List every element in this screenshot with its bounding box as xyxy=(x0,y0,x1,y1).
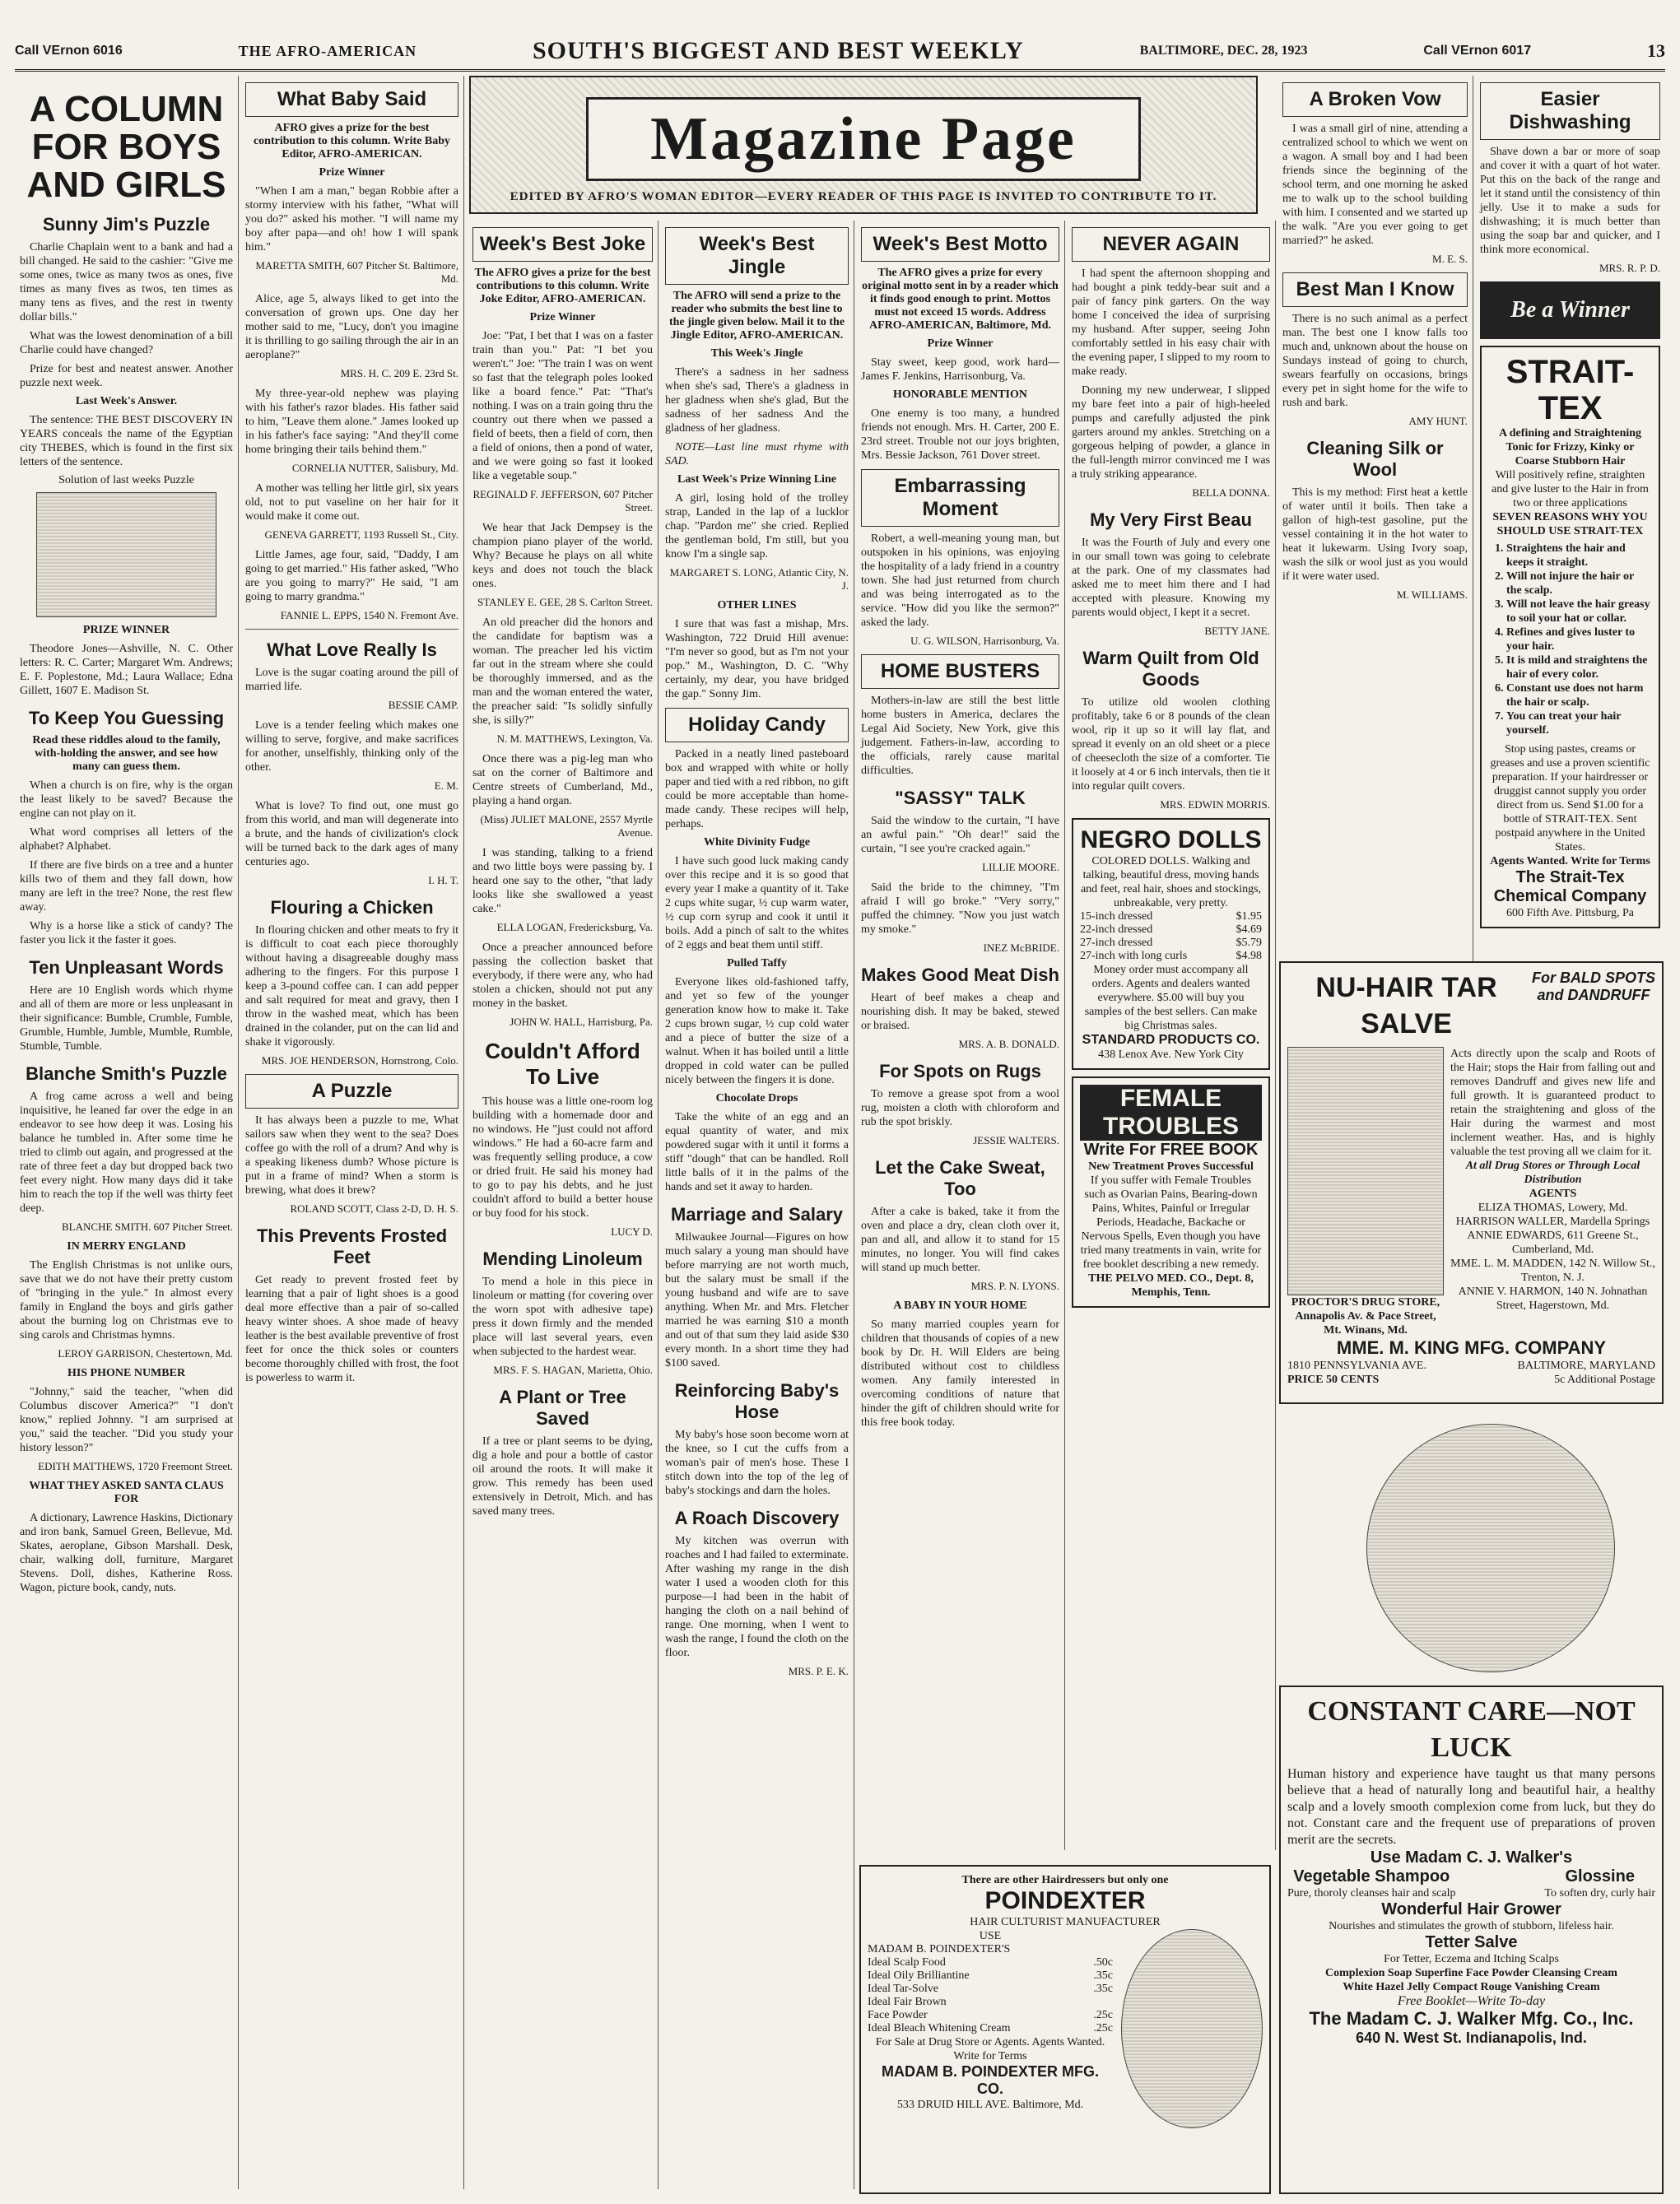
article-subheading: This Week's Jingle xyxy=(710,347,803,360)
article-text: If a tree or plant seems to be dying, dig a hole and pour a bottle of castor oil around the roots. It will make it grow. This remedy has been used extensively in Detroit, Mich. and has saved many trees. xyxy=(472,1435,653,1518)
article-signature: M. E. S. xyxy=(1432,253,1468,265)
article-text: One enemy is too many, a hundred friends not enough. Mrs. H. Carter, 200 E. 23rd street. Trouble not our joys brighten, Mrs. Bessie Jackson, 761 Dover street. xyxy=(861,407,1059,462)
price-row xyxy=(868,1996,1113,2009)
reason-item: 7. You can treat your hair yourself. xyxy=(1506,709,1652,737)
article-heading: "SASSY" TALK xyxy=(895,788,1026,808)
price-value: .50c xyxy=(1093,1956,1113,1969)
ad-store: PROCTOR'S DRUG STORE, Annapolis Av. & Pace Street, Mt. Winans, Md. xyxy=(1291,1296,1440,1337)
ad-heading: CONSTANT CARE—NOT LUCK xyxy=(1307,1696,1636,1763)
article-signature: FANNIE L. EPPS, 1540 N. Fremont Ave. xyxy=(280,609,458,621)
column-easier-dishwashing xyxy=(1475,76,1665,945)
article-text: Donning my new underwear, I slipped my bare feet into a pair of high-heeled pumps and carefully adjusted the pink garters around my ankles. Stretching on a gorgeous helping of powder, a glance in the full-length mirror convinced me I was a truly striking appearance. xyxy=(1072,384,1270,481)
article-text: What is love? To find out, one must go from this world, and man will degenerate into a brute, and the hands of civilization's clock will be turned back to the dark ages of many centuries ago. xyxy=(245,800,458,868)
price-row xyxy=(868,2022,1113,2035)
article-intro: The AFRO gives a prize for every original motto sent in by a reader which it finds good enough to print. Mottos must not exceed 15 words. Address AFRO-AMERICAN, Baltimore, Md. xyxy=(862,267,1059,332)
article-intro: The AFRO will send a prize to the reader who submits the best line to the jingle given below. Mail it to the Jingle Editor, AFRO-AMERICAN. xyxy=(668,290,845,342)
article-heading: Marriage and Salary xyxy=(670,1204,844,1225)
article-signature: EDITH MATTHEWS, 1720 Freemont Street. xyxy=(38,1460,233,1472)
price-row xyxy=(868,1956,1113,1969)
article-signature: MRS. JOE HENDERSON, Hornstrong, Colo. xyxy=(261,1054,458,1067)
ad-text: Will positively refine, straighten and give luster to the Hair in from two or three applications xyxy=(1492,469,1649,509)
ad-product: Vegetable Shampoo xyxy=(1293,1867,1450,1885)
agent-entry: ANNIE EDWARDS, 611 Greene St., Cumberland, Md. xyxy=(1467,1230,1639,1256)
article-text: Theodore Jones—Ashville, N. C. Other letters: R. C. Carter; Margaret Wm. Andrews; E. F. Poplestone, Md.; Laura Wallace; Edna Gillett, 1607 E. Madison St. xyxy=(20,643,233,697)
article-text: I was standing, talking to a friend and two little boys were passing by. I heard one say to the other, "that lady looks like she swallowed a yeast cake." xyxy=(472,847,653,915)
article-text: An old preacher did the honors and the candidate for baptism was a woman. The preacher led his victim far out in the stream where she could be thoroughly immersed, and as the man and the woman entered the water, the preacher said: "Is solidly sinfully she, is silly?" xyxy=(472,616,653,727)
price-item: Ideal Scalp Food xyxy=(868,1956,946,1969)
article-subheading: Prize Winner xyxy=(319,166,385,179)
masthead-date: BALTIMORE, DEC. 28, 1923 xyxy=(1139,44,1308,58)
article-subheading: Prize Winner xyxy=(529,311,596,323)
ad-text: Money order must accompany all orders. Agents and dealers wanted everywhere. $5.00 will buy you samples of the best sellers. Can make big Christmas sales. xyxy=(1084,964,1258,1032)
article-heading: A Roach Discovery xyxy=(674,1508,840,1528)
ad-product: Tetter Salve xyxy=(1425,1933,1518,1951)
column-baby-said xyxy=(240,76,464,2189)
price-item: Ideal Tar-Solve xyxy=(868,1983,938,1995)
ad-company: STANDARD PRODUCTS CO. xyxy=(1082,1033,1260,1047)
article-text: Heart of beef makes a cheap and nourishing dish. It may be baked, stewed or braised. xyxy=(861,992,1059,1032)
price-value: .25c xyxy=(1093,2022,1113,2034)
agent-entry: MME. L. M. MADDEN, 142 N. Willow St., Trenton, N. J. xyxy=(1450,1258,1655,1284)
article-heading: NEVER AGAIN xyxy=(1072,227,1270,262)
column-best-motto xyxy=(856,221,1065,1850)
article-heading: Warm Quilt from Old Goods xyxy=(1082,648,1259,690)
price-item: MADAM B. POINDEXTER'S xyxy=(868,1943,1011,1955)
price-item: Ideal Oily Brilliantine xyxy=(868,1969,970,1982)
article-signature: (Miss) JULIET MALONE, 2557 Myrtle Avenue. xyxy=(480,813,653,839)
poindexter-ad xyxy=(859,1865,1271,2194)
ad-subheading: HAIR CULTURIST MANUFACTURER xyxy=(970,1916,1161,1928)
reason-item: 1. Straightens the hair and keeps it straight. xyxy=(1506,542,1652,570)
female-troubles-ad xyxy=(1072,1076,1270,1308)
article-text: Mothers-in-law are still the best little home busters in America, declares the Legal Aid Society, New York, give this judgement. Fathers-in-law, according to the officials, rarely cause marital difficulties. xyxy=(861,695,1059,777)
price-item: 27-inch dressed xyxy=(1080,937,1153,949)
article-text: Love is the sugar coating around the pill of married life. xyxy=(245,667,458,693)
article-heading: Cleaning Silk or Wool xyxy=(1306,438,1444,480)
article-subheading: A BABY IN YOUR HOME xyxy=(893,1300,1027,1312)
masthead-paper-name: THE AFRO-AMERICAN xyxy=(238,42,417,59)
article-signature: BELLA DONNA. xyxy=(1192,486,1270,499)
article-text: "Johnny," said the teacher, "when did Columbus discover America?" "I don't know," replied Johnny. "I am surprised at you," said the teacher. "Did you study your history lesson?" xyxy=(20,1386,233,1454)
article-heading: A Broken Vow xyxy=(1282,82,1468,117)
ad-company: The Madam C. J. Walker Mfg. Co., Inc. xyxy=(1309,2008,1634,2029)
price-item: 22-inch dressed xyxy=(1080,923,1153,936)
ad-subheading: A defining and Straightening Tonic for Frizzy, Kinky or Coarse Stubborn Hair xyxy=(1498,427,1642,467)
article-text: If there are five birds on a tree and a hunter kills two of them and they fall down, how many are left in the tree? None, the rest flew away. xyxy=(20,859,233,914)
article-signature: MRS. R. P. D. xyxy=(1599,262,1660,274)
masthead-phone-right: Call VErnon 6017 xyxy=(1423,44,1532,58)
article-heading: Couldn't Afford To Live xyxy=(485,1039,640,1089)
ad-address: 640 N. West St. Indianapolis, Ind. xyxy=(1356,2030,1587,2046)
magazine-page-banner xyxy=(469,76,1258,214)
article-text: This house was a little one-room log building with a homemade door and no windows. He "just could not afford windows." He had a 60-acre farm and was frequently selling produce, a cow or dried fruit. He said his money had to go to pay his debts, and he just couldn't afford to build a better house or buy food for his stock. xyxy=(472,1095,653,1220)
ad-product: Glossine xyxy=(1565,1867,1635,1885)
article-text: Love is a tender feeling which makes one willing to serve, forgive, and make sacrifices for another, unselfishly, thinking only of the other. xyxy=(245,719,458,774)
article-text: My kitchen was overrun with roaches and I had failed to exterminate. After washing my range in the dish water I used a wooden cloth for this purpose—I had been in the habit of hanging the cloth on a nail behind of range. One morning, when I went to wash the range, I found the cloth on the floor. xyxy=(665,1535,849,1659)
article-subheading: Pulled Taffy xyxy=(727,957,787,969)
article-heading: What Baby Said xyxy=(245,82,458,117)
article-text: A frog came across a well and being inquisitive, he leaned far over the edge in an endeavor to see how deep it was. Losing his balance he tumbled in. After some time he tried to climb out again, and progressed at the rate of three feet a day but dropped back two feet every night. How many days did it take him to reach the top if the well was thirty feet deep. xyxy=(20,1090,233,1215)
price-item: 27-inch with long curls xyxy=(1080,950,1188,962)
article-text: To remove a grease spot from a wool rug, moisten a cloth with chloroform and rub the spot briskly. xyxy=(861,1088,1059,1128)
article-text: I sure that was fast a mishap, Mrs. Washington, 722 Druid Hill avenue: "I'm never so good, but as I'm not your pop." M., Washington, D. C. "Why certainly, my dear, you have bridged the gap." Sonny Jim. xyxy=(665,618,849,700)
article-subheading: PRIZE WINNER xyxy=(82,624,170,636)
column-title: A COLUMN FOR BOYS AND GIRLS xyxy=(26,89,226,205)
article-signature: BLANCHE SMITH. 607 Pitcher Street. xyxy=(62,1221,233,1233)
article-text: There is no such animal as a perfect man. The best one I know falls too much and, unknown about the house on Sundays instead of going to church, swears fearfully on occasions, brings every pet in sight home for the wife to rush and bark. xyxy=(1282,313,1468,409)
article-text: I had spent the afternoon shopping and had bought a pink teddy-bear suit and a pair of fancy pink garters. On the way home I conceived the idea of surprising my husband. After supper, seeing John comfortably settled in his easy chair with the evening paper, I slipped to my room to make ready. xyxy=(1072,267,1270,378)
article-heading: Sunny Jim's Puzzle xyxy=(42,214,211,235)
article-subheading: Chocolate Drops xyxy=(715,1092,798,1104)
ad-text: For Sale at Drug Store or Agents. Agents Wanted. Write for Terms xyxy=(875,2036,1105,2062)
ad-company: MADAM B. POINDEXTER MFG. CO. xyxy=(882,2063,1099,2097)
article-text: A dictionary, Lawrence Haskins, Dictionary and iron bank, Samuel Green, Bellevue, Md. Skates, aeroplane, Gibson Marshall. Desk, chair, walking doll, furniture, Margaret Stevens. Doll, dishes, Katherine Ross. Wagon, picture book, candy, nuts. xyxy=(20,1512,233,1594)
article-heading: To Keep You Guessing xyxy=(28,708,225,728)
article-text: Charlie Chaplain went to a bank and had a bill changed. He said to the cashier: "Give me some ones, twice as many twos as ones, five times as many fives as twos, ten times as many tens as fives, and the rest in twenty dollar bills." xyxy=(20,241,233,323)
poindexter-product-list xyxy=(868,1943,1113,2035)
price-row xyxy=(1080,950,1262,963)
article-text: Once there was a pig-leg man who sat on the corner of Baltimore and Centre streets of Cumberland, Md., playing a hand organ. xyxy=(472,753,653,807)
article-text: A girl, losing hold of the trolley strap, Landed in the lap of a lucklor chap. "Pardon me" she cried. Replied the gentleman bold, I'm still, but you know I'm a single sap. xyxy=(665,492,849,560)
price-item: Face Powder xyxy=(868,2009,928,2021)
ad-subheading: Write For FREE BOOK xyxy=(1083,1141,1259,1159)
article-signature: AMY HUNT. xyxy=(1408,415,1468,427)
ad-subheading: New Treatment Proves Successful xyxy=(1088,1160,1254,1173)
article-heading: Blanche Smith's Puzzle xyxy=(26,1063,227,1084)
ad-address: 533 DRUID HILL AVE. Baltimore, Md. xyxy=(896,2099,1084,2111)
article-heading: Let the Cake Sweat, Too xyxy=(875,1157,1045,1199)
article-subheading: IN MERRY ENGLAND xyxy=(67,1240,186,1253)
article-signature: CORNELIA NUTTER, Salisbury, Md. xyxy=(291,462,458,474)
article-signature: GENEVA GARRETT, 1193 Russell St., City. xyxy=(264,528,458,541)
nu-hair-agents xyxy=(1450,1201,1655,1313)
article-text: Said the window to the curtain, "I have an awful pain." "Oh dear!" said the curtain, "I see you're cracked again." xyxy=(861,815,1059,855)
article-text: When a church is on fire, why is the organ the least likely to be saved? Because the engine can not play on it. xyxy=(20,779,233,820)
article-signature: JOHN W. HALL, Harrisburg, Pa. xyxy=(510,1016,653,1028)
article-text: The sentence: THE BEST DISCOVERY IN YEARS conceals the name of the Egyptian city THEBES, which is found in the first six letters of the sentence. xyxy=(20,414,233,468)
article-text: Joe: "Pat, I bet that I was on a faster train than you." Pat: "I bet you weren't." Joe: "The train I was on went so fast that the telegraph poles looked like a board fence." Pat: "That's nothing. I was on a train going thru the country out there when we passed a field of beets, then a field of corn, then a field of onions, then a pond of water, and we were going so fast it looked like a vegetable soup." xyxy=(472,330,653,482)
price-row xyxy=(868,2009,1113,2022)
article-text: Stay sweet, keep good, work hard—James F. Jenkins, Harrisonburg, Va. xyxy=(861,356,1059,383)
nu-hair-portrait xyxy=(1287,1047,1444,1295)
article-heading: Flouring a Chicken xyxy=(270,897,434,918)
puzzle-solution-diagram xyxy=(36,492,216,617)
article-text: After a cake is baked, take it from the oven and place a dry, clean cloth over it, pan and all, and allow it to stand for 15 minutes, no longer. You will find cakes will stand up much better. xyxy=(861,1206,1059,1274)
nu-hair-ad xyxy=(1279,961,1664,1404)
price-value: .35c xyxy=(1093,1969,1113,1982)
dolls-price-list xyxy=(1080,910,1262,963)
article-signature: MRS. EDWIN MORRIS. xyxy=(1160,798,1270,811)
article-signature: INEZ McBRIDE. xyxy=(983,942,1059,954)
article-signature: MRS. P. E. K. xyxy=(788,1665,849,1677)
ad-subheading: For BALD SPOTS and DANDRUFF xyxy=(1532,969,1656,1003)
price-item: Ideal Bleach Whitening Cream xyxy=(868,2022,1011,2034)
walker-ad xyxy=(1279,1686,1664,2194)
article-signature: M. WILLIAMS. xyxy=(1396,588,1468,601)
banner-title: Magazine Page xyxy=(586,97,1141,181)
article-text: Little James, age four, said, "Daddy, I am going to get married." His father asked, "Who are you going to marry?" He said, "I am going to marry grandma." xyxy=(245,549,458,603)
article-text: It has always been a puzzle to me, What sailors saw when they went to the sea? Does coffee go with the roll of a drum? And why is a speaking likeness dumb? Whose picture is put in a frame of mind? When a storm is brewing, what does it brew? xyxy=(245,1114,458,1197)
article-subheading: White Divinity Fudge xyxy=(703,836,811,849)
ad-booklet: Free Booklet—Write To-day xyxy=(1397,1994,1546,2008)
article-text: "When I am a man," began Robbie after a stormy interview with his father, "What will you do?" asked his mother. "I will name my boy after papa—and oh! how I will spank him." xyxy=(245,185,458,253)
ad-brand: POINDEXTER xyxy=(984,1887,1146,1914)
ad-heading: NEGRO DOLLS xyxy=(1080,826,1262,853)
column-best-jingle xyxy=(660,221,854,2189)
reason-item: 3. Will not leave the hair greasy to soil your hat or collar. xyxy=(1506,597,1652,625)
price-value: .35c xyxy=(1093,1983,1113,1995)
article-signature: MARGARET S. LONG, Atlantic City, N. J. xyxy=(669,566,849,592)
article-text: Shave down a bar or more of soap and cover it with a quart of hot water. Put this on the back of the range and let it stand until the consistency of thin jelly. Use it to make a suds for dishwashing; it is much better than using the soap bar and quicker, and I think more economical. xyxy=(1480,146,1660,256)
ad-products: Complexion Soap Superfine Face Powder Cleansing Cream xyxy=(1325,1967,1617,1979)
ad-text: Agents Wanted. Write for Terms xyxy=(1490,855,1650,867)
article-subheading: WHAT THEY ASKED SANTA CLAUS FOR xyxy=(29,1480,224,1505)
article-heading: A Puzzle xyxy=(245,1074,458,1109)
article-text: My three-year-old nephew was playing with his father's razor blades. His father said to him, "Leave them alone." James looked up in his father's face saying: "And they'll come home bringing their tails behind them." xyxy=(245,388,458,456)
article-text: Once a preacher announced before passing the collection basket that everybody, if there were any, who had stolen a chicken, should not put any money in the basket. xyxy=(472,942,653,1010)
article-heading: Ten Unpleasant Words xyxy=(29,957,224,978)
ad-product-desc: Nourishes and stimulates the growth of stubborn, lifeless hair. xyxy=(1329,1920,1614,1932)
article-signature: ELLA LOGAN, Fredericksburg, Va. xyxy=(496,921,653,933)
negro-dolls-ad xyxy=(1072,818,1270,1070)
article-text: Alice, age 5, always liked to get into the conversation of grown ups. One day her mother said to me, "Lucy, don't you imagine it is thrilling to go sailing through the air in an aeroplane?" xyxy=(245,293,458,361)
ad-postage: 5c Additional Postage xyxy=(1554,1374,1655,1386)
article-signature: MARETTA SMITH, 607 Pitcher St. Baltimore, Md. xyxy=(255,259,458,285)
ad-heading: There are other Hairdressers but only one xyxy=(961,1874,1169,1886)
ad-company: MME. M. KING MFG. COMPANY xyxy=(1336,1337,1607,1358)
article-heading: What Love Really Is xyxy=(267,639,437,660)
article-subheading: Last Week's Prize Winning Line xyxy=(677,473,836,486)
article-subheading: Last Week's Answer. xyxy=(75,395,178,407)
article-signature: STANLEY E. GEE, 28 S. Carlton Street. xyxy=(477,596,653,608)
price-row xyxy=(868,1943,1113,1956)
price-row xyxy=(868,1969,1113,1983)
ad-product-desc: To soften dry, curly hair xyxy=(1544,1887,1655,1899)
divider xyxy=(245,629,458,630)
article-signature: BETTY JANE. xyxy=(1204,625,1270,637)
ad-subheading: USE xyxy=(979,1930,1002,1942)
price-row xyxy=(868,1983,1113,1996)
article-text: Here are 10 English words which rhyme and all of them are more or less unpleasant in their significance: Bumble, Crumble, Fumble, Grumble, Humble, Jumble, Mumble, Rumble, Stumble, Tumble. xyxy=(20,984,233,1053)
price-value: .25c xyxy=(1093,2009,1113,2021)
article-text: There's a sadness in her sadness when she's sad, There's a gladness in her gladness when she's glad, But the sadness of her sadness And the gladness of her gladness. xyxy=(665,366,849,435)
article-text: Take the white of an egg and an equal quantity of water, and mix powdered sugar with it until it forms a stiff "dough" that can be handled. Roll little balls of it in the palms of the hands and set it away to harden. xyxy=(665,1111,849,1193)
page-number: 13 xyxy=(1646,40,1665,61)
agent-entry: ELIZA THOMAS, Lowery, Md. xyxy=(1478,1202,1628,1214)
article-text: My baby's hose soon become worn at the knee, so I cut the cuffs from a woman's pair of men's hose. These I stitch down into the top of the leg of baby's stockings and darn the holes. xyxy=(665,1429,849,1497)
ad-heading: FEMALE TROUBLES xyxy=(1080,1085,1262,1141)
reason-item: 4. Refines and gives luster to your hair. xyxy=(1506,625,1652,653)
masthead-slogan: SOUTH'S BIGGEST AND BEST WEEKLY xyxy=(532,37,1024,64)
masthead xyxy=(15,33,1665,72)
price-item: 15-inch dressed xyxy=(1080,910,1153,923)
article-text: This is my method: First heat a kettle of water until it boils. Then take a gallon of high-test gasoline, put the vessel containing it in the hot water to heat it lukewarm. Using Ivory soap, wash the silk or wool just as you would if it were water used. xyxy=(1282,486,1468,583)
article-signature: MRS. A. B. DONALD. xyxy=(958,1038,1059,1050)
article-heading: My Very First Beau xyxy=(1090,509,1252,530)
ad-subheading: AGENTS xyxy=(1529,1188,1577,1200)
article-text: Prize for best and neatest answer. Another puzzle next week. xyxy=(20,363,233,389)
be-a-winner-ad: Be a Winner xyxy=(1480,281,1660,339)
masthead-phone-left: Call VErnon 6016 xyxy=(15,44,123,58)
ad-products: White Hazel Jelly Compact Rouge Vanishing Cream xyxy=(1343,1981,1600,1993)
price-row xyxy=(1080,910,1262,923)
article-text: Said the bride to the chimney, "I'm afraid I will go broke." "Very sorry," puffed the chimney. "Now you just watch my smoke." xyxy=(861,881,1059,936)
poindexter-portrait xyxy=(1121,1929,1263,2128)
ad-address: 600 Fifth Ave. Pittsburg, Pa xyxy=(1505,907,1635,919)
ad-product-desc: For Tetter, Eczema and Itching Scalps xyxy=(1384,1953,1559,1965)
ad-company: The Strait-Tex Chemical Company xyxy=(1493,868,1647,905)
ad-subheading: Use Madam C. J. Walker's xyxy=(1370,1848,1573,1867)
article-signature: U. G. WILSON, Harrisonburg, Va. xyxy=(910,635,1059,647)
article-signature: MRS. F. S. HAGAN, Marietta, Ohio. xyxy=(493,1364,653,1376)
ad-text: If you suffer with Female Troubles such as Ovarian Pains, Bearing-down Pains, Whites, Painful or Irregular Periods, Headache, Backache or Nervous Spells, Even though you have tried many treatments in vain, write for free booklet describing a new remedy. xyxy=(1080,1174,1262,1271)
article-text: To utilize old woolen clothing profitably, take 6 or 8 pounds of the clean wool, rip it up so it will lay flat, and spread it evenly on an old sheet or a piece of cheesecloth the size of a comforter. Tie it loosely at 4 or 6 inch intervals, then tie it into regular quilt covers. xyxy=(1072,696,1270,793)
article-subheading: OTHER LINES xyxy=(717,599,797,611)
article-heading: HOME BUSTERS xyxy=(861,654,1059,689)
article-signature: E. M. xyxy=(434,779,458,792)
article-text: NOTE—Last line must rhyme with SAD. xyxy=(665,441,849,467)
column-boys-and-girls xyxy=(15,76,239,2189)
article-text: Packed in a neatly lined pasteboard box and wrapped with white or holly paper and tied with a red ribbon, no gift could be more acceptable than home-made candy. These recipes will help, perhaps. xyxy=(665,748,849,830)
article-text: To mend a hole in this piece in linoleum or matting (for covering over the worn spot with adhesive tape) press it down firmly and the mended place will last several years, even when subjected to the hardest wear. xyxy=(472,1276,653,1358)
article-signature: BESSIE CAMP. xyxy=(388,699,458,711)
article-text: So many married couples yearn for children that thousands of copies of a new book by Dr. H. Will Elders are being distributed without cost to childless women. Any family interested in overcoming conditions of nature that hinder the gift of children should write for this free book today. xyxy=(861,1318,1059,1429)
price-row xyxy=(1080,923,1262,937)
article-intro: Read these riddles aloud to the family, with-holding the answer, and see how many can guess them. xyxy=(32,734,221,773)
article-text: What was the lowest denomination of a bill Charlie could have changed? xyxy=(20,330,233,356)
walker-portrait xyxy=(1366,1424,1615,1672)
ad-company: THE PELVO MED. CO., Dept. 8, Memphis, Tenn. xyxy=(1088,1272,1254,1299)
article-text: I was a small girl of nine, attending a centralized school to which we went on a wagon. A small boy and I had been friends since the beginning of the school term, and one morning he asked me to walk up to the school building with him. I consented and we started up the walk. "Are you ever going to get married?" he asked. xyxy=(1282,123,1468,247)
ad-price: PRICE 50 CENTS xyxy=(1287,1374,1380,1386)
article-subheading: HONORABLE MENTION xyxy=(893,388,1027,401)
ad-subheading: SEVEN REASONS WHY YOU SHOULD USE STRAIT-TEX xyxy=(1492,511,1648,537)
ad-address: 1810 PENNSYLVANIA AVE. xyxy=(1287,1360,1426,1372)
article-heading: This Prevents Frosted Feet xyxy=(256,1225,448,1267)
article-heading: Best Man I Know xyxy=(1282,272,1468,307)
ad-text: COLORED DOLLS. Walking and talking, beautiful dress, moving hands and feet, real hair, shoes and stockings, unbreakable, very pretty. xyxy=(1080,855,1262,909)
agent-entry: ANNIE V. HARMON, 140 N. Johnathan Street, Hagerstown, Md. xyxy=(1458,1286,1648,1312)
price-value: $4.69 xyxy=(1236,923,1262,936)
ad-heading: STRAIT-TEX xyxy=(1505,354,1635,426)
price-item: Ideal Fair Brown xyxy=(868,1996,947,2008)
article-heading: A Plant or Tree Saved xyxy=(499,1387,626,1429)
article-text: In flouring chicken and other meats to fry it is difficult to coat each piece thoroughly without having a disagreeable doughy mass adhering to the fingers. For this purpose I keep a 3-pound coffee can. I can add pepper and salt required for meat and gravy, then I throw in the washed meat, which has been drained in the colander, put on the can lid and shake it vigorously. xyxy=(245,924,458,1049)
article-heading: Holiday Candy xyxy=(665,708,849,742)
article-heading: Embarrassing Moment xyxy=(861,469,1059,527)
ad-product-desc: Pure, thoroly cleanses hair and scalp xyxy=(1287,1887,1456,1899)
article-intro: AFRO gives a prize for the best contribution to this column. Write Baby Editor, AFRO-AMERICAN. xyxy=(253,122,451,160)
ad-text: Acts directly upon the scalp and Roots of the Hair; stops the Hair from falling out and removes Dandruff and gives new life and full growth. It is guaranteed product to retain the straightening and gloss of the Hair during the warmest and most inclement weather. Has, and is highly valuable the test proving all we claim for it. xyxy=(1450,1048,1655,1158)
article-text: A mother was telling her little girl, six years old, not to put vaseline on her hair for it would make it come out. xyxy=(245,482,458,523)
article-text: Robert, a well-meaning young man, but outspoken in his opinions, was enjoying the hospitality of a lady friend in a country town. She had just returned from church and was being interrogated as to the service. "How did you like the sermon?" asked the lady. xyxy=(861,532,1059,629)
ad-text: Stop using pastes, creams or greases and use a proven scientific preparation. If your hairdresser or druggist cannot supply you order direct from us. Send $1.00 for a bottle of STRAIT-TEX. Sent postpaid anywhere in the United States. xyxy=(1490,743,1650,853)
reason-item: 6. Constant use does not harm the hair or scalp. xyxy=(1506,681,1652,709)
ad-text: Human history and experience have taught us that many persons believe that a head of naturally long and beautiful hair, a healthy scalp and a lovely smooth complexion come from luck, but they do not. Constant care and the frequent use of preparations of proven merit are the secrets. xyxy=(1287,1767,1655,1847)
price-row xyxy=(1080,937,1262,950)
puzzle-solution-label: Solution of last weeks Puzzle xyxy=(58,474,194,486)
banner-tagline: EDITED BY AFRO'S WOMAN EDITOR—EVERY READER OF THIS PAGE IS INVITED TO CONTRIBUTE TO IT. xyxy=(510,190,1217,203)
article-signature: MRS. P. N. LYONS. xyxy=(970,1280,1059,1292)
article-signature: JESSIE WALTERS. xyxy=(973,1134,1059,1146)
article-text: Milwaukee Journal—Figures on how much salary a young man should have before marrying are not worth much, but the salary must be small if the young husband and wife are to save anything. When Mr. and Mrs. Fletcher married he was earning $10 a month and out of that sum they laid aside $30 every month. In a short time they had $100 saved. xyxy=(665,1231,849,1369)
price-value: $1.95 xyxy=(1236,910,1262,923)
reason-item: 5. It is mild and straightens the hair of every color. xyxy=(1506,653,1652,681)
price-value: $4.98 xyxy=(1236,950,1262,962)
article-text: Get ready to prevent frosted feet by learning that a pair of light shoes is a good deal more effective than a pair of so-called heavy winter shoes. A shoe made of heavy leather is the best available preventive of frost feet for once the thick soles or counters become thoroughly chilled with frost, the foot is powerless to warm it. xyxy=(245,1274,458,1384)
article-signature: ROLAND SCOTT, Class 2-D, D. H. S. xyxy=(290,1202,458,1215)
article-text: Why is a horse like a stick of candy? The faster you lick it the faster it goes. xyxy=(20,920,233,946)
article-signature: LILLIE MOORE. xyxy=(982,861,1059,873)
article-heading: Week's Best Motto xyxy=(861,227,1059,262)
article-text: The English Christmas is not unlike ours, save that we do not have their pretty custom of "bringing in the yule." In almost every family in England the boys and girls gather about the burning log on Christmas eve to sing carols and Christmas hymns. xyxy=(20,1259,233,1341)
article-text: I have such good luck making candy over this recipe and it is so good that every year I make a quantity of it. Take 2 cups white sugar, ½ cup warm water, ½ cup corn syrup and cook it until it boils. Add a pinch of salt to the whites of 2 eggs and beat them until stiff. xyxy=(665,855,849,951)
article-heading: Easier Dishwashing xyxy=(1480,82,1660,140)
agent-entry: HARRISON WALLER, Mardella Springs xyxy=(1455,1216,1650,1228)
article-text: Everyone likes old-fashioned taffy, and yet so few of the younger generation know how to make it. Take 2 cups brown sugar, ½ cup cold water and a piece of butter the size of a walnut. When it has boiled until a little dropped in cold water can be pulled nicely between the fingers it is done. xyxy=(665,976,849,1086)
article-text: What word comprises all letters of the alphabet? Alphabet. xyxy=(20,826,233,853)
ad-heading: NU-HAIR TAR SALVE xyxy=(1315,972,1497,1039)
article-signature: N. M. MATTHEWS, Lexington, Va. xyxy=(496,732,653,745)
article-heading: Week's Best Joke xyxy=(472,227,653,262)
column-broken-vow xyxy=(1277,76,1473,961)
article-subheading: HIS PHONE NUMBER xyxy=(67,1367,186,1379)
article-heading: Makes Good Meat Dish xyxy=(861,965,1059,985)
price-value: $5.79 xyxy=(1236,937,1262,949)
article-signature: I. H. T. xyxy=(428,874,458,886)
article-text: It was the Fourth of July and every one in our small town was going to celebrate at the park. One of my classmates had asked me to meet him there and I had accepted with pleasure. Knowing my parents would object, I kept it a secret. xyxy=(1072,537,1270,619)
article-signature: LEROY GARRISON, Chestertown, Md. xyxy=(58,1347,233,1360)
ad-city: BALTIMORE, MARYLAND xyxy=(1517,1360,1655,1372)
article-heading: Week's Best Jingle xyxy=(665,227,849,285)
column-best-joke xyxy=(468,221,659,2189)
strait-tex-ad xyxy=(1480,346,1660,928)
article-text: We hear that Jack Dempsey is the champion piano player of the world. Why? Because he plays on all white keys and does not touch the black ones. xyxy=(472,522,653,590)
reason-item: 2. Will not injure the hair or the scalp. xyxy=(1506,570,1652,597)
article-heading: Reinforcing Baby's Hose xyxy=(674,1380,840,1422)
column-never-again xyxy=(1067,221,1276,1850)
article-signature: MRS. H. C. 209 E. 23rd St. xyxy=(340,367,458,379)
strait-tex-reasons xyxy=(1506,542,1652,737)
article-subheading: Prize Winner xyxy=(927,337,994,350)
ad-address: 438 Lenox Ave. New York City xyxy=(1098,1049,1244,1061)
ad-product: Wonderful Hair Grower xyxy=(1381,1900,1561,1918)
article-intro: The AFRO gives a prize for the best contributions to this column. Write Joke Editor, AFRO-AMERICAN. xyxy=(474,267,651,305)
article-heading: Mending Linoleum xyxy=(482,1248,643,1269)
article-heading: For Spots on Rugs xyxy=(879,1061,1041,1081)
ad-text: At all Drug Stores or Through Local Distribution xyxy=(1465,1160,1640,1186)
article-signature: REGINALD F. JEFFERSON, 607 Pitcher Street. xyxy=(472,488,653,514)
article-signature: LUCY D. xyxy=(611,1225,653,1238)
